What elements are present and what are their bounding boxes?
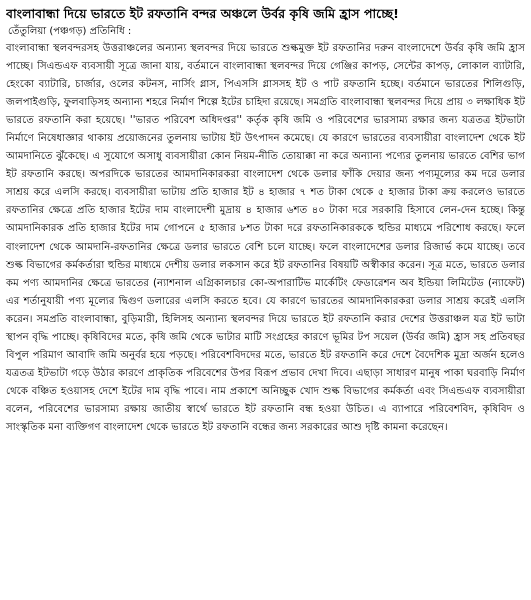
article-body: বাংলাবান্ধা স্থলবন্দরসহ উত্তরাঞ্চলের অন্যান্য স্থলবন্দর দিয়ে ভারতে শুল্কমুক্ত ইট রফতানির দরুন বাংলাদেশে উর্বর কৃষি জমি হ্রাস পাচ্ছে। সিএন্ডএফ ব্যবসায়ী সূত্রে জানা যায়, বর্তমানে বাংলাবান্ধা স্থলবন্দর দিয়ে গেঞ্জির কাপড়, সেন্টের কাপড়, লোকাল ব্যাটারি, হেংকো ব্যাটারি, চার্জার, ওলের কটনস, নার্সিং গ্লাস, পিএসসি গ্লাসসহ ইট ও পাট রফতানি হচ্ছে। বর্তমানে ভারতের শিলিগুড়ি, জলপাইগুড়ি, ফুলবাড়িসহ অন্যান্য শহরে নির্মাণ শিল্পে ইটের চাহিদা রয়েছে। সমগ্রতি বাংলাবান্ধা স্থলবন্দর দিয়ে প্রায় ৩ লক্ষাধিক ইট ভারতে রফতানি করা হয়েছে। ''ভারত পরিবেশ অধিদপ্তর'' কর্তৃক কৃষি জমি ও পরিবেশের ভারসাম্য রক্ষার জন্য যত্রতত্র ইটভাটা নির্মাণে নিষেধাজ্ঞার থাকায় প্রয়োজনের তুলনায় ভাটায় ইট উৎপাদন কমেছে। যে কারণে ভারতের ব্যবসায়ীরা বাংলাদেশ থেকে ইট আমদানিতে ঝুঁকেছে। এ সুযোগে অসাধু ব্যবসায়ীরা কোন নিয়ম-নীতি তোয়াক্কা না করে অন্যান্য পণ্যের তুলনায় ভারতে বেশির ভাগ ইট রফতানি করছে। অপরদিকে ভারতের আমদানিকারকরা বাংলাদেশ থেকে ডলার ফাঁকি দেয়ার জন্য পণ্যমূল্যের কম দরে ডলার সাশ্রয় করে এলসি করছে। ব্যবসায়ীরা ভাটায় প্রতি হাজার ইট ৪ হাজার ৭ শত টাকা থেকে ৫ হাজার টাকা ক্রয় করলেও ভারতে রফতানির ক্ষেত্রে প্রতি হাজার ইটের দাম বাংলাদেশী মুদ্রায় ৪ হাজার ৬শত ৪০ টাকা দরে সরকারি হিসাবে লেন-দেন হচ্ছে। কিন্তু আমদানিকারক প্রতি হাজার ইটের দাম গোপনে ৫ হাজার ৮শত টাকা দরে রফতানিকারককে হুন্ডির মাধ্যমে পরিশোধ করছে। ফলে বাংলাদেশ থেকে আমদানি-রফতানির ক্ষেত্রে ডলার ভারতে বেশি চলে যাচ্ছে। ফলে বাংলাদেশের ডলার রিজার্ভ কমে যাচ্ছে। তবে শুল্ক বিভাগের কর্মকর্তারা হুন্ডির মাধ্যমে দেশীয় ডলার লকসান করে ইট রফতানির বিষয়টি অস্বীকার করেন। সূত্র মতে, ভারতে ডলার কম পণ্য আমদানির ক্ষেত্রে ভারতের (ন্যাশনাল এগ্রিকালচার কো-অপারাটিভ মার্কেটিং ফেডারেশন অব ইন্ডিয়া লিমিটেড (ন্যাফেট) এর শর্তানুযায়ী পণ্য মূল্যের দ্বিগুণ ডলারের এলসি করতে হবে। যে কারণে ভারতের আমদানিকারকরা ডলার সাশ্রয় করেই এলসি করেন। সমপ্রতি বাংলাবান্ধা, বুড়িমারী, হিলিসহ অন্যান্য স্থলবন্দর দিয়ে ভারতে ইট রফতানি করার দেশের উত্তরাঞ্চল যত্র ইট ভাটা স্থাপন বৃদ্ধি পাচ্ছে। কৃষিবিদের মতে, কৃষি জমি থেকে ভাটার মাটি সংগ্রহের কারণে ভূমির টপ সয়েল (উর্বর জমি) হ্রাস সহ প্রতিবছর বিপুল পরিমাণ আবাদি জমি অনুর্বর হয়ে পড়ছে। পরিবেশবিদদের মতে, ভারতে ইট রফতানি করে দেশে বৈদেশিক মুদ্রা অর্জন হলেও যত্রতত্র ইটভাটা গড়ে উঠার কারণে প্রাকৃতিক পরিবেশের উপর বিরূপ প্রভাব দেখা দিবে। এছাড়া সাধারণ মানুষ পাকা ঘরবাড়ি নির্মাণ থেকে বঞ্চিত হওয়াসহ দেশে ইটের দাম বৃদ্ধি পাবে। নাম প্রকাশে অনিচ্ছুক খোদ শুল্ক বিভাগের কর্মকর্তা এবং সিএন্ডএফ ব্যবসায়ীরা বলেন, পরিবেশের ভারসাম্য রক্ষায় জাতীয় স্বার্থে ভারতে ইট রফতানি বন্ধ হওয়া উচিত। এ ব্যাপারে পরিবেশবিদ, কৃষিবিদ ও সাংস্কৃতিক মনা ব্যক্তিগণ বাংলাদেশ থেকে ভারতে ইট রফতানি বন্ধের জন্য সরকারের আশু দৃষ্টি কামনা করেছেন। — [6, 43, 525, 433]
article-headline: বাংলাবান্ধা দিয়ে ভারতে ইট রফতানি বন্দর অঞ্চলে উর্বর কৃষি জমি হ্রাস পাচ্ছে! — [6, 6, 399, 21]
article-dateline: তেঁতুলিয়া (পঞ্চগড়) প্রতিনিধি : — [8, 26, 132, 37]
